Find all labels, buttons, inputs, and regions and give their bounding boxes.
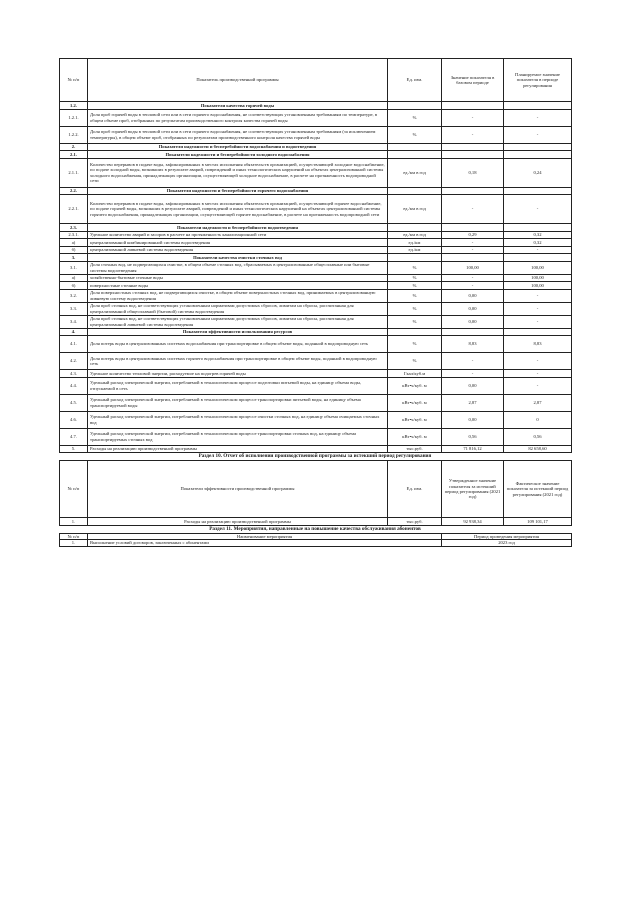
- row-base: 0,00: [442, 289, 504, 302]
- section-row: [60, 224, 572, 232]
- section-row: [60, 254, 572, 262]
- table-row: [60, 428, 572, 445]
- table-row: [60, 261, 572, 274]
- row-num: 3.: [60, 254, 88, 262]
- row-num: 1.2.1.: [60, 109, 88, 126]
- table-row: [60, 158, 572, 187]
- row-num: 4.6.: [60, 411, 88, 428]
- row-base: [442, 224, 504, 232]
- row-name: хозяйственно-бытовые сточные воды: [88, 274, 388, 282]
- row-plan: 100,00: [504, 274, 572, 282]
- row-name: Количество перерывов в подаче воды, зафиксированных в местах исполнения обязательств организацией, осуществляющей холодное водоснабжение, по подаче холодной воды, возникших в результате аварий, повреждений и иных технологических нарушений на объектах централизованной системы холодного водоснабжения, принадлежащих организации, осуществляющей холодное водоснабжение, в расчете на протяженность водопроводной сети: [88, 158, 388, 187]
- row-num: 3.3.: [60, 302, 88, 315]
- row-name: Выполнение условий договоров, заключенных с абонентами: [88, 539, 442, 547]
- table-row: [60, 394, 572, 411]
- row-num: 2.2.: [60, 187, 88, 195]
- row-name: Показатели надежности и бесперебойности холодного водоснабжения: [88, 151, 388, 159]
- row-unit: ед./км в год: [388, 231, 442, 239]
- table-row: [60, 411, 572, 428]
- header-measure: Наименование мероприятия: [88, 533, 442, 539]
- table-header-row: [60, 59, 572, 102]
- row-unit: кВт•ч/куб. м: [388, 377, 442, 394]
- row-base: -: [442, 370, 504, 378]
- header-indicator: Показатели эффективности производственной программы: [88, 461, 388, 518]
- row-unit: ед./км: [388, 246, 442, 254]
- row-unit: кВт•ч/куб. м: [388, 411, 442, 428]
- row-base: 0,56: [442, 428, 504, 445]
- row-name: Доля проб горячей воды в тепловой сети или в сети горячего водоснабжения, не соответствующих установленным требованиям (за исключением температуры), в общем объеме проб, отобранных по результатам производственного контроля качества горячей воды: [88, 126, 388, 143]
- row-name: Доля проб сточных вод, не соответствующих установленным нормативам допустимых сбросов, лимитам на сбросы, рассчитанная для централизованной ливневой системы водоотведения: [88, 315, 388, 328]
- row-base: [442, 102, 504, 110]
- table-row: [60, 231, 572, 239]
- section-row: [60, 328, 572, 336]
- row-name: Удельный расход электрической энергии, потребляемой в технологическом процессе подготовки питьевой воды, на единицу объема воды, отпускаемой в сеть: [88, 377, 388, 394]
- row-plan: 2,87: [504, 394, 572, 411]
- row-base: -: [442, 109, 504, 126]
- row-num: 3.1.: [60, 261, 88, 274]
- row-unit: кВт•ч/куб. м: [388, 428, 442, 445]
- row-num: 1.2.2.: [60, 126, 88, 143]
- row-name: Показатели качества горячей воды: [88, 102, 388, 110]
- row-plan: 0,24: [504, 158, 572, 187]
- row-unit: тыс.руб.: [388, 518, 442, 526]
- table-row: [60, 353, 572, 370]
- table-row: [60, 282, 572, 290]
- row-base: [442, 143, 504, 151]
- row-base: 71 816,12: [442, 445, 504, 453]
- service-quality-table: [59, 533, 572, 548]
- row-name: Удельный расход электрической энергии, потребляемой в технологическом процессе транспортировки питьевой воды, на единицу объема транспортируемой воды: [88, 394, 388, 411]
- section-row: [60, 151, 572, 159]
- row-plan: 100,00: [504, 261, 572, 274]
- row-unit: %: [388, 353, 442, 370]
- row-base: 100,00: [442, 261, 504, 274]
- row-unit: [388, 187, 442, 195]
- row-unit: [388, 151, 442, 159]
- row-plan: 0: [504, 411, 572, 428]
- row-plan: -: [504, 289, 572, 302]
- row-unit: %: [388, 126, 442, 143]
- table-row: [60, 377, 572, 394]
- row-num: 3.2.: [60, 289, 88, 302]
- row-num: 2.1.: [60, 151, 88, 159]
- production-program-body: [60, 102, 572, 453]
- row-plan: 0,32: [504, 239, 572, 247]
- row-num: 5.: [60, 445, 88, 453]
- table-row: [60, 445, 572, 453]
- row-name: Показатели эффективности использования ресурсов: [88, 328, 388, 336]
- row-name: Доля потерь воды в централизованных системах водоснабжения при транспортировке в общем объеме воды, поданной в водопроводную сеть: [88, 336, 388, 353]
- row-num: а): [60, 239, 88, 247]
- row-unit: %: [388, 315, 442, 328]
- row-name: Удельный расход электрической энергии, потребляемой в технологическом процессе транспортировки сточных вод, на единицу объема транспортируемых сточных вод: [88, 428, 388, 445]
- row-plan: [504, 151, 572, 159]
- table-row: [60, 274, 572, 282]
- row-plan: 100,00: [504, 282, 572, 290]
- row-num: 4.3.: [60, 370, 88, 378]
- row-actual: 109 101,17: [504, 518, 572, 526]
- row-plan: [504, 254, 572, 262]
- row-plan: -: [504, 246, 572, 254]
- row-period: 2023 год: [442, 539, 572, 547]
- section-row: [60, 143, 572, 151]
- header-plan-value: Планируемое значение показателя в периоде регулирования: [504, 59, 572, 102]
- row-num: 4.7.: [60, 428, 88, 445]
- table-row: [60, 246, 572, 254]
- document-page: [59, 58, 571, 547]
- row-name: Удельный расход электрической энергии, потребляемой в технологическом процессе очистки сточных вод, на единицу объема очищаемых сточных вод: [88, 411, 388, 428]
- row-num: 2.2.1.: [60, 195, 88, 224]
- row-unit: %: [388, 336, 442, 353]
- table-row: [60, 289, 572, 302]
- row-name: Показатели надежности и бесперебойности водоотведения: [88, 224, 388, 232]
- section-10-title: Раздел 10. Отчет об исполнении производственной программы за истекший период регулирования: [198, 453, 432, 459]
- row-unit: %: [388, 282, 442, 290]
- row-num: 4.2.: [60, 353, 88, 370]
- row-base: 0,00: [442, 302, 504, 315]
- row-unit: тыс.руб.: [388, 445, 442, 453]
- row-plan: 8,83: [504, 336, 572, 353]
- header-approved-value: Утвержденное значение показателя за истекший период регулирования (2021 год): [442, 461, 504, 518]
- row-unit: [388, 143, 442, 151]
- header-actual-value: Фактическое значение показателя за истекший период регулирования (2021 год): [504, 461, 572, 518]
- row-name: поверхностные сточные воды: [88, 282, 388, 290]
- row-base: [442, 151, 504, 159]
- header-num: № п/п: [60, 461, 88, 518]
- row-unit: [388, 102, 442, 110]
- table-row: [60, 315, 572, 328]
- row-base: -: [442, 239, 504, 247]
- header-base-value: Значение показателя в базовом периоде: [442, 59, 504, 102]
- row-plan: [504, 224, 572, 232]
- row-name: Удельное количество тепловой энергии, расходуемое на подогрев горячей воды: [88, 370, 388, 378]
- row-num: 3.4.: [60, 315, 88, 328]
- row-plan: [504, 143, 572, 151]
- table-row: [60, 336, 572, 353]
- row-base: [442, 254, 504, 262]
- row-plan: 82 658,60: [504, 445, 572, 453]
- row-name: централизованной ливневой системы водоотведения: [88, 246, 388, 254]
- row-name: Доля проб сточных вод, не соответствующих установленным нормативам допустимых сбросов, лимитам на сбросы, рассчитанная для централизованной общесплавной (бытовой) системы водоотведения: [88, 302, 388, 315]
- row-approved: 92 938,34: [442, 518, 504, 526]
- header-period: Период проведения мероприятия: [442, 533, 572, 539]
- row-num: 2.3.1.: [60, 231, 88, 239]
- row-unit: %: [388, 274, 442, 282]
- row-num: а): [60, 274, 88, 282]
- row-num: б): [60, 282, 88, 290]
- table-row: [60, 518, 572, 526]
- row-unit: кВт•ч/куб. м: [388, 394, 442, 411]
- row-unit: %: [388, 261, 442, 274]
- row-base: -: [442, 282, 504, 290]
- row-num: 1.2.: [60, 102, 88, 110]
- row-unit: [388, 254, 442, 262]
- row-unit: [388, 328, 442, 336]
- row-base: [442, 328, 504, 336]
- row-unit: ед./км: [388, 239, 442, 247]
- row-name: Показатели качества очистки сточных вод: [88, 254, 388, 262]
- header-num: № п/п: [60, 533, 88, 539]
- row-base: -: [442, 246, 504, 254]
- row-plan: [504, 187, 572, 195]
- section-row: [60, 187, 572, 195]
- production-program-table: [59, 58, 572, 453]
- row-plan: -: [504, 315, 572, 328]
- program-report-table: [59, 460, 572, 526]
- row-unit: %: [388, 289, 442, 302]
- row-name: Расходы на реализацию производственной программы: [88, 518, 388, 526]
- row-base: 0,29: [442, 231, 504, 239]
- row-base: 0,18: [442, 158, 504, 187]
- section-11-title: Раздел 11. Мероприятия, направленные на повышение качества обслуживания абонентов: [209, 525, 421, 532]
- row-plan: [504, 328, 572, 336]
- table-row: [60, 126, 572, 143]
- row-plan: 0,32: [504, 231, 572, 239]
- row-num: б): [60, 246, 88, 254]
- header-unit: Ед. изм.: [388, 461, 442, 518]
- row-base: -: [442, 195, 504, 224]
- header-num: № п/п: [60, 59, 88, 102]
- row-num: 4.: [60, 328, 88, 336]
- row-unit: ед./км в год: [388, 158, 442, 187]
- row-name: Доля потерь воды в централизованных системах горячего водоснабжения при транспортировке в общем объеме воды, поданной в водопроводную сеть: [88, 353, 388, 370]
- table-row: [60, 302, 572, 315]
- row-num: 1.: [60, 518, 88, 526]
- row-base: -: [442, 353, 504, 370]
- row-base: 0,00: [442, 315, 504, 328]
- row-name: Показатели надежности и бесперебойности горячего водоснабжения: [88, 187, 388, 195]
- row-name: Доля поверхностных сточных вод, не подвергающихся очистке, в общем объеме поверхностных сточных вод, принимаемых в централизованную ливневую систему водоотведения: [88, 289, 388, 302]
- row-unit: [388, 224, 442, 232]
- row-plan: -: [504, 109, 572, 126]
- row-base: 0,00: [442, 411, 504, 428]
- row-base: -: [442, 126, 504, 143]
- row-num: 4.1.: [60, 336, 88, 353]
- row-unit: %: [388, 109, 442, 126]
- row-num: 2.: [60, 143, 88, 151]
- row-name: Удельное количество аварий и засоров в расчете на протяженность канализационной сети: [88, 231, 388, 239]
- row-base: 2,87: [442, 394, 504, 411]
- row-num: 2.1.1.: [60, 158, 88, 187]
- row-base: 0,00: [442, 377, 504, 394]
- row-name: Показатели надежности и бесперебойности водоснабжения и водоотведения: [88, 143, 388, 151]
- row-name: Количество перерывов в подаче воды, зафиксированных в местах исполнения обязательств организацией, осуществляющей горячее водоснабжение, по подаче горячей воды, возникших в результате аварий, повреждений и иных технологических нарушений на объектах централизованной системы горячего водоснабжения, принадлежащих организации, осуществляющей горячее водоснабжение, в расчете на протяженность водопроводной сети: [88, 195, 388, 224]
- row-num: 2.3.: [60, 224, 88, 232]
- table-row: [60, 239, 572, 247]
- row-num: 1.: [60, 539, 88, 547]
- table-header-row: [60, 461, 572, 518]
- row-base: [442, 187, 504, 195]
- header-indicator: Показатель производственной программы: [88, 59, 388, 102]
- row-plan: 0,56: [504, 428, 572, 445]
- row-num: 4.4.: [60, 377, 88, 394]
- row-name: Расходы на реализацию производственной программы: [88, 445, 388, 453]
- row-unit: ед./км в год: [388, 195, 442, 224]
- row-base: 8,83: [442, 336, 504, 353]
- table-row: [60, 109, 572, 126]
- row-name: централизованной комбинированной системы водоотведения: [88, 239, 388, 247]
- row-plan: -: [504, 353, 572, 370]
- row-plan: -: [504, 370, 572, 378]
- row-num: 4.5.: [60, 394, 88, 411]
- row-name: Доля проб горячей воды в тепловой сети или в сети горячего водоснабжения, не соответствующих установленным требованиям по температуре, в общем объеме проб, отобранных по результатам производственного контроля качества горячей воды: [88, 109, 388, 126]
- row-unit: %: [388, 302, 442, 315]
- table-row: [60, 195, 572, 224]
- row-plan: [504, 102, 572, 110]
- row-plan: -: [504, 126, 572, 143]
- section-row: [60, 102, 572, 110]
- row-name: Доля сточных вод, не подвергающихся очистке, в общем объеме сточных вод, сбрасываемых в централизованные общесплавные или бытовые системы водоотведения: [88, 261, 388, 274]
- row-unit: Гкал/куб.м: [388, 370, 442, 378]
- row-plan: -: [504, 377, 572, 394]
- row-plan: -: [504, 195, 572, 224]
- row-base: -: [442, 274, 504, 282]
- table-row: [60, 539, 572, 547]
- table-row: [60, 370, 572, 378]
- header-unit: Ед. изм.: [388, 59, 442, 102]
- row-plan: -: [504, 302, 572, 315]
